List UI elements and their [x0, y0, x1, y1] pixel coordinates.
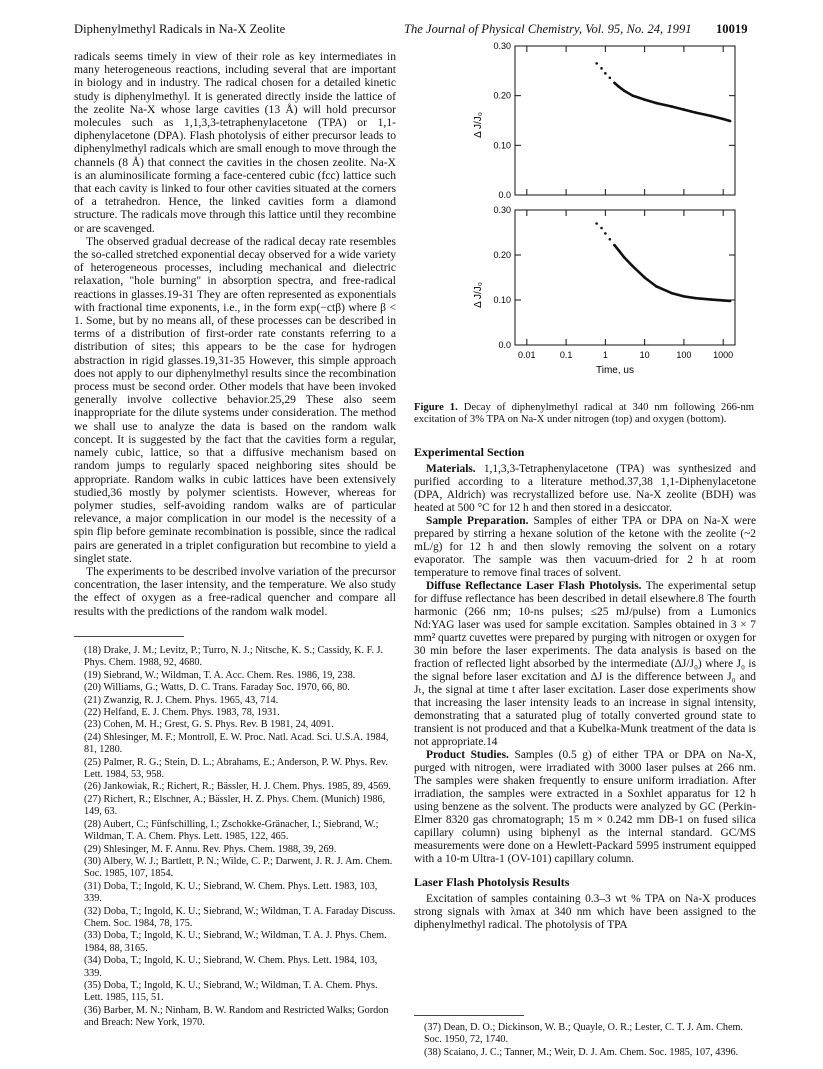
- caption-text: Decay of diphenylmethyl radical at 340 nm following 266-nm excitation of 3% TPA on Na-X under nitrogen (top) and oxygen (bottom).: [414, 402, 754, 426]
- caption-label: Figure 1.: [414, 402, 458, 413]
- paragraph: Samples (0.5 g) of either TPA or DPA on Na-X, purged with nitrogen, were irradiated with 3000 laser pulses at 266 nm. The samples were shaken frequently to ensure uniform irradiation. After irradiation, the samples were extracted in a Soxhlet apparatus for 12 h using benzene as the solvent. The products were analyzed by GC (Perkin-Elmer 8320 gas chromatograph; 15 m × 0.242 mm DB-1 on fused silica capillary column) using biphenyl as the internal standard. GC/MS measurements were done on a Hewlett-Packard 5995 instrument equipped with a 10-m Ultra-1 (OV-101) capillary column.: [414, 749, 756, 865]
- page-number: 10019: [716, 22, 748, 36]
- data-point: [595, 222, 598, 225]
- reference-item: (22) Helfand, E. J. Chem. Phys. 1983, 78, 1931.: [84, 707, 280, 719]
- reference-item: (20) Williams, G.; Watts, D. C. Trans. Faraday Soc. 1970, 66, 80.: [84, 682, 350, 694]
- section-heading-experimental: Experimental Section: [414, 445, 525, 459]
- left-references: [74, 645, 396, 1030]
- x-tick-label: 0.01: [518, 350, 536, 360]
- data-point: [604, 232, 607, 235]
- reference-item: (37) Dean, D. O.; Dickinson, W. B.; Quayle, O. R.; Lester, C. T. J. Am. Chem. Soc. 1950, 72, 1740.: [424, 1022, 743, 1046]
- x-tick-label: 0.1: [559, 350, 573, 360]
- reference-item: (24) Shlesinger, M. F.; Montroll, E. W. Proc. Natl. Acad. Sci. U.S.A. 1984, 81, 1280.: [84, 731, 389, 756]
- data-point: [609, 76, 612, 79]
- right-column-body: [414, 442, 756, 932]
- data-point: [600, 227, 603, 230]
- reference-item: (29) Shlesinger, M. F. Annu. Rev. Phys. Chem. 1988, 39, 269.: [84, 843, 337, 855]
- reference-item: (18) Drake, J. M.; Levitz, P.; Turro, N. J.; Nitsche, K. S.; Cassidy, K. F. J. Phys. Chem. 1988, 92, 4680.: [84, 645, 384, 669]
- y-tick-label: 0.0: [498, 340, 511, 350]
- y-tick-label: 0.20: [493, 90, 511, 101]
- subsection-product-studies: Product Studies.: [426, 749, 509, 761]
- x-tick-labels: [518, 350, 733, 360]
- footnote-rule: [74, 636, 184, 637]
- subsection-materials: Materials.: [426, 463, 476, 475]
- decay-trace: [614, 245, 730, 301]
- y-axis-label-top: Δ J/J₀: [473, 112, 484, 138]
- paragraph: radicals seems timely in view of their role as key intermediates in many heterogeneous reactions, including several that are important in biology and in industry. The radical chosen for a detailed kinetic study is diphenylmethyl. It is generated directly inside the lattice of the zeolite Na-X whose large cavities (13 Å) will hold precursor molecules such as 1,1,3,3-tetraphenylacetone (TPA) or 1,1-diphenylacetone (DPA). Flash photolysis of either precursor leads to diphenylmethyl radicals which are small enough to move through the channels (8 Å) that connect the cavities in the chosen zeolite. Na-X is an aluminosilicate forming a face-centered cubic (fcc) lattice such that each cavity is linked to four other cavities situated at the corners of a tetrahedron. Hence, the linked cavities form a diamond structure. The radicals move through this lattice until they recombine or are scavenged.: [74, 50, 396, 235]
- data-point: [595, 62, 598, 65]
- y-tick-label: 0.30: [493, 205, 511, 215]
- y-tick-label: 0.10: [493, 295, 511, 305]
- reference-item: (26) Jankowiak, R.; Richert, R.; Bässler, H. J. Chem. Phys. 1985, 89, 4569.: [84, 781, 391, 793]
- y-tick-label: 0.30: [493, 41, 511, 51]
- plot-frame: [515, 46, 735, 195]
- footnote-rule-right: [414, 1015, 524, 1016]
- reference-item: (28) Aubert, C.; Fünfschilling, I.; Zschokke-Gränacher, I.; Siebrand, W.; Wildman, T. A. Chem. Phys. Lett. 1985, 122, 465.: [84, 818, 379, 843]
- left-column-body: [74, 50, 396, 618]
- y-tick-label: 0.10: [493, 140, 511, 151]
- x-tick-label: 100: [676, 350, 692, 360]
- reference-item: (36) Barber, M. N.; Ninham, B. W. Random and Restricted Walks; Gordon and Breach: New York, 1970.: [84, 1004, 389, 1029]
- reference-item: (31) Doba, T.; Ingold, K. U.; Siebrand, W. Chem. Phys. Lett. 1983, 103, 339.: [84, 880, 378, 905]
- subsection-sample-preparation: Sample Preparation.: [426, 515, 529, 527]
- reference-item: (27) Richert, R.; Elschner, A.; Bässler, H. Z. Phys. Chem. (Munich) 1986, 149, 63.: [84, 793, 386, 818]
- running-header-title: Diphenylmethyl Radicals in Na-X Zeolite: [74, 22, 286, 36]
- reference-item: (38) Scaiano, J. C.; Tanner, M.; Weir, D. J. Am. Chem. Soc. 1985, 107, 4396.: [424, 1046, 739, 1058]
- reference-item: (34) Doba, T.; Ingold, K. U.; Siebrand, W. Chem. Phys. Lett. 1984, 103, 339.: [84, 955, 378, 979]
- data-point: [604, 72, 607, 75]
- x-tick-label: 10: [639, 350, 650, 360]
- reference-item: (19) Siebrand, W.; Wildman, T. A. Acc. Chem. Res. 1986, 19, 238.: [84, 669, 356, 681]
- reference-item: (30) Albery, W. J.; Bartlett, P. N.; Wilde, C. P.; Darwent, J. R. J. Am. Chem. Soc. 1985, 107, 1854.: [84, 855, 393, 880]
- reference-item: (33) Doba, T.; Ingold, K. U.; Siebrand, W.; Wildman, T. A. J. Phys. Chem. 1984, 88, 3165.: [84, 930, 387, 954]
- decay-trace: [614, 83, 730, 121]
- top-panel-nitrogen: [493, 41, 735, 200]
- y-tick-label: 0.20: [493, 250, 511, 260]
- paragraph: Excitation of samples containing 0.3–3 wt % TPA on Na-X produces strong signals with λmax at 340 nm which have been assigned to the diphenylmethyl radical. The photolysis of TPA: [414, 893, 756, 931]
- data-point: [600, 67, 603, 70]
- subsection-diffuse-reflectance: Diffuse Reflectance Laser Flash Photolysis.: [426, 580, 642, 592]
- journal-citation: The Journal of Physical Chemistry, Vol. 95, No. 24, 1991: [404, 22, 692, 36]
- paragraph: 1,1,3,3-Tetraphenylacetone (TPA) was synthesized and purified according to a literature method.37,38 1,1-Diphenylacetone (DPA, Aldrich) was recrystallized before use. Na-X zeolite (BDH) was heated at 500 °C for 12 h and then stored in a desiccator.: [414, 463, 756, 514]
- reference-item: (32) Doba, T.; Ingold, K. U.; Siebrand, W.; Wildman, T. A. Faraday Discuss. Chem. Soc. 1984, 78, 175.: [84, 905, 396, 929]
- bottom-panel-oxygen: [493, 205, 735, 350]
- figure-1-decay-plot: [455, 40, 755, 380]
- x-axis-label: Time, us: [596, 365, 634, 376]
- reference-item: (23) Cohen, M. H.; Grest, G. S. Phys. Rev. B 1981, 24, 4091.: [84, 719, 334, 731]
- reference-item: (35) Doba, T.; Ingold, K. U.; Siebrand, W.; Wildman, T. A. Chem. Phys. Lett. 1985, 115, 51.: [84, 979, 378, 1004]
- plot-frame: [515, 210, 735, 345]
- y-axis-label-bottom: Δ J/J₀: [473, 282, 484, 308]
- reference-item: (25) Palmer, R. G.; Stein, D. L.; Abrahams, E.; Anderson, P. W. Phys. Rev. Lett. 1984, 53, 958.: [84, 756, 388, 781]
- paragraph: The observed gradual decrease of the radical decay rate resembles the so-called stretched exponential decay observed for a wide variety of heterogeneous processes, including mechanical and dielectric relaxation, "hole burning" in absorption spectra, and free-radical reactions in glasses.19-31 They are often represented as exponentials with fractional time exponents, i.e., in the form exp(−ctβ) where β < 1. Some, but by no means all, of these processes can be described in terms of a distribution of first-order rate constants referring to a distribution of sites; this appears to be the case for hydrogen abstraction in rigid glasses.19,31-35 However, this simple approach does not apply to our diphenylmethyl results since the recombination process must be second order. Other models that have been invoked generally involve collective behavior.25,29 These also seem inappropriate for the dilute systems under consideration. The method we shall use to analyze the data is based on the random walk concept. It is suggested by the fact that the cavities form a regular, namely cubic, lattice, so that a diffusive mechanism based on random jumps to regularly spaced neighboring sites should be appropriate. Random walks in cubic lattices have been extensively studied,36 mostly by polymer scientists. However, whereas for polymer studies, self-avoiding random walks are of particular relevance, a major complication in our model is the necessity of a spin flip before geminate recombination is possible, since the radical pairs are generated in a triplet configuration but recombine to yield a singlet state.: [74, 234, 396, 565]
- data-point: [609, 238, 612, 241]
- paragraph: The experimental setup for diffuse reflectance has been described in detail elsewhere.8 The fourth harmonic (266 nm; 10-ns pulses; ≤25 mJ/pulse) from a Lumonics Nd:YAG laser was used for sample excitation. Samples obtained in 3 × 7 mm² quartz cuvettes were prepared by purging with nitrogen or oxygen for 30 min before the laser experiments. The data analysis is based on the fraction of reflected light absorbed by the intermediate (ΔJ/J₀) where J₀ is the signal before laser excitation and ΔJ is the difference between J₀ and Jₜ, the signal at time t after laser excitation. Laser dose experiments show that increasing the laser intensity leads to an increase in signal intensity, demonstrating that a saturated plug of totally converted ground state to transient is not produced and that a Kubelka-Munk treatment of the data is not appropriate.14: [414, 580, 756, 748]
- paragraph: The experiments to be described involve variation of the precursor concentration, the laser intensity, and the temperature. We also study the effect of oxygen as a free-radical quencher and compare all results with the predictions of the random walk model.: [74, 564, 396, 618]
- x-tick-label: 1: [602, 350, 608, 360]
- section-heading-results: Laser Flash Photolysis Results: [414, 875, 570, 889]
- reference-item: (21) Zwanzig, R. J. Chem. Phys. 1965, 43, 714.: [84, 694, 279, 706]
- figure-caption: [414, 402, 754, 426]
- y-tick-label: 0.0: [498, 190, 511, 200]
- right-references: [414, 1022, 756, 1059]
- x-tick-label: 1000: [713, 350, 734, 360]
- paragraph: Samples of either TPA or DPA on Na-X were prepared by stirring a hexane solution of the ketone with the zeolite (~2 mL/g) for 12 h and then slowly removing the solvent on a rotary evaporator. The sample was then vacuum-dried for 2 h at room temperature to remove final traces of solvent.: [414, 515, 756, 579]
